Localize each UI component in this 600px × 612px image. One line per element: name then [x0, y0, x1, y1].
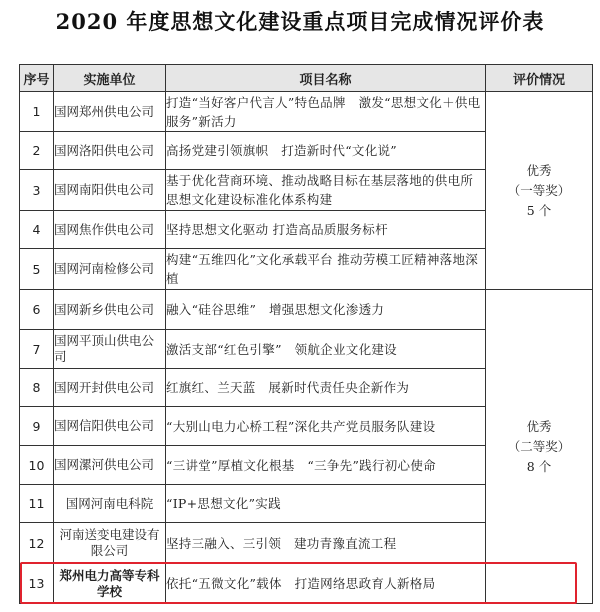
header-unit: 实施单位	[54, 65, 166, 92]
row-unit: 国网郑州供电公司	[54, 92, 166, 132]
row-unit: 国网洛阳供电公司	[54, 132, 166, 170]
row-unit: 国网开封供电公司	[54, 369, 166, 407]
eval-group-2	[486, 290, 593, 604]
row-num: 4	[20, 211, 54, 249]
eval-award: （二等奖）	[507, 438, 571, 454]
eval-count: 8 个	[526, 458, 552, 474]
row-project: 激活支部“红色引擎” 领航企业文化建设	[166, 330, 486, 369]
row-project: 融入“硅谷思维” 增强思想文化渗透力	[166, 290, 486, 330]
row-project: “IP+思想文化”实践	[166, 485, 486, 523]
row-num: 1	[20, 92, 54, 132]
row-num: 8	[20, 369, 54, 407]
row-num: 10	[20, 446, 54, 485]
row-num: 3	[20, 170, 54, 211]
table-row	[20, 92, 593, 132]
row-unit: 国网河南电科院	[54, 485, 166, 523]
row-project: 构建“五维四化”文化承载平台 推动劳模工匠精神落地深植	[166, 249, 486, 290]
eval-level: 优秀	[526, 162, 552, 178]
row-unit: 郑州电力高等专科学校	[54, 564, 166, 604]
row-num: 11	[20, 485, 54, 523]
row-project: 基于优化营商环境、推动战略目标在基层落地的供电所思想文化建设标准化体系构建	[166, 170, 486, 211]
row-num: 12	[20, 523, 54, 564]
header-project: 项目名称	[166, 65, 486, 92]
row-project: 坚持思想文化驱动 打造高品质服务标杆	[166, 211, 486, 249]
header-num: 序号	[20, 65, 54, 92]
row-num: 2	[20, 132, 54, 170]
row-num: 9	[20, 407, 54, 446]
row-unit: 国网新乡供电公司	[54, 290, 166, 330]
row-unit: 国网焦作供电公司	[54, 211, 166, 249]
row-project: 打造“当好客户代言人”特色品牌 激发“思想文化＋供电服务”新活力	[166, 92, 486, 132]
row-unit: 国网河南检修公司	[54, 249, 166, 290]
table-header-row	[20, 65, 593, 92]
row-project: “大别山电力心桥工程”深化共产党员服务队建设	[166, 407, 486, 446]
row-num: 7	[20, 330, 54, 369]
row-project: 红旗红、兰天蓝 展新时代责任央企新作为	[166, 369, 486, 407]
row-unit: 国网南阳供电公司	[54, 170, 166, 211]
row-project: 高扬党建引领旗帜 打造新时代“文化说”	[166, 132, 486, 170]
row-project: 坚持三融入、三引领 建功青豫直流工程	[166, 523, 486, 564]
header-eval: 评价情况	[486, 65, 593, 92]
table-row	[20, 290, 593, 330]
row-num: 6	[20, 290, 54, 330]
row-unit: 国网信阳供电公司	[54, 407, 166, 446]
page-title: 2020 年度思想文化建设重点项目完成情况评价表	[55, 9, 545, 34]
row-num: 5	[20, 249, 54, 290]
eval-award: （一等奖）	[507, 182, 571, 198]
evaluation-table	[19, 64, 593, 604]
row-num: 13	[20, 564, 54, 604]
eval-level: 优秀	[526, 418, 552, 434]
eval-group-1	[486, 92, 593, 290]
row-project: 依托“五微文化”载体 打造网络思政育人新格局	[166, 564, 486, 604]
row-unit: 国网平顶山供电公司	[54, 330, 166, 369]
eval-count: 5 个	[526, 202, 552, 218]
row-project: “三讲堂”厚植文化根基 “三争先”践行初心使命	[166, 446, 486, 485]
row-unit: 国网漯河供电公司	[54, 446, 166, 485]
row-unit: 河南送变电建设有限公司	[54, 523, 166, 564]
